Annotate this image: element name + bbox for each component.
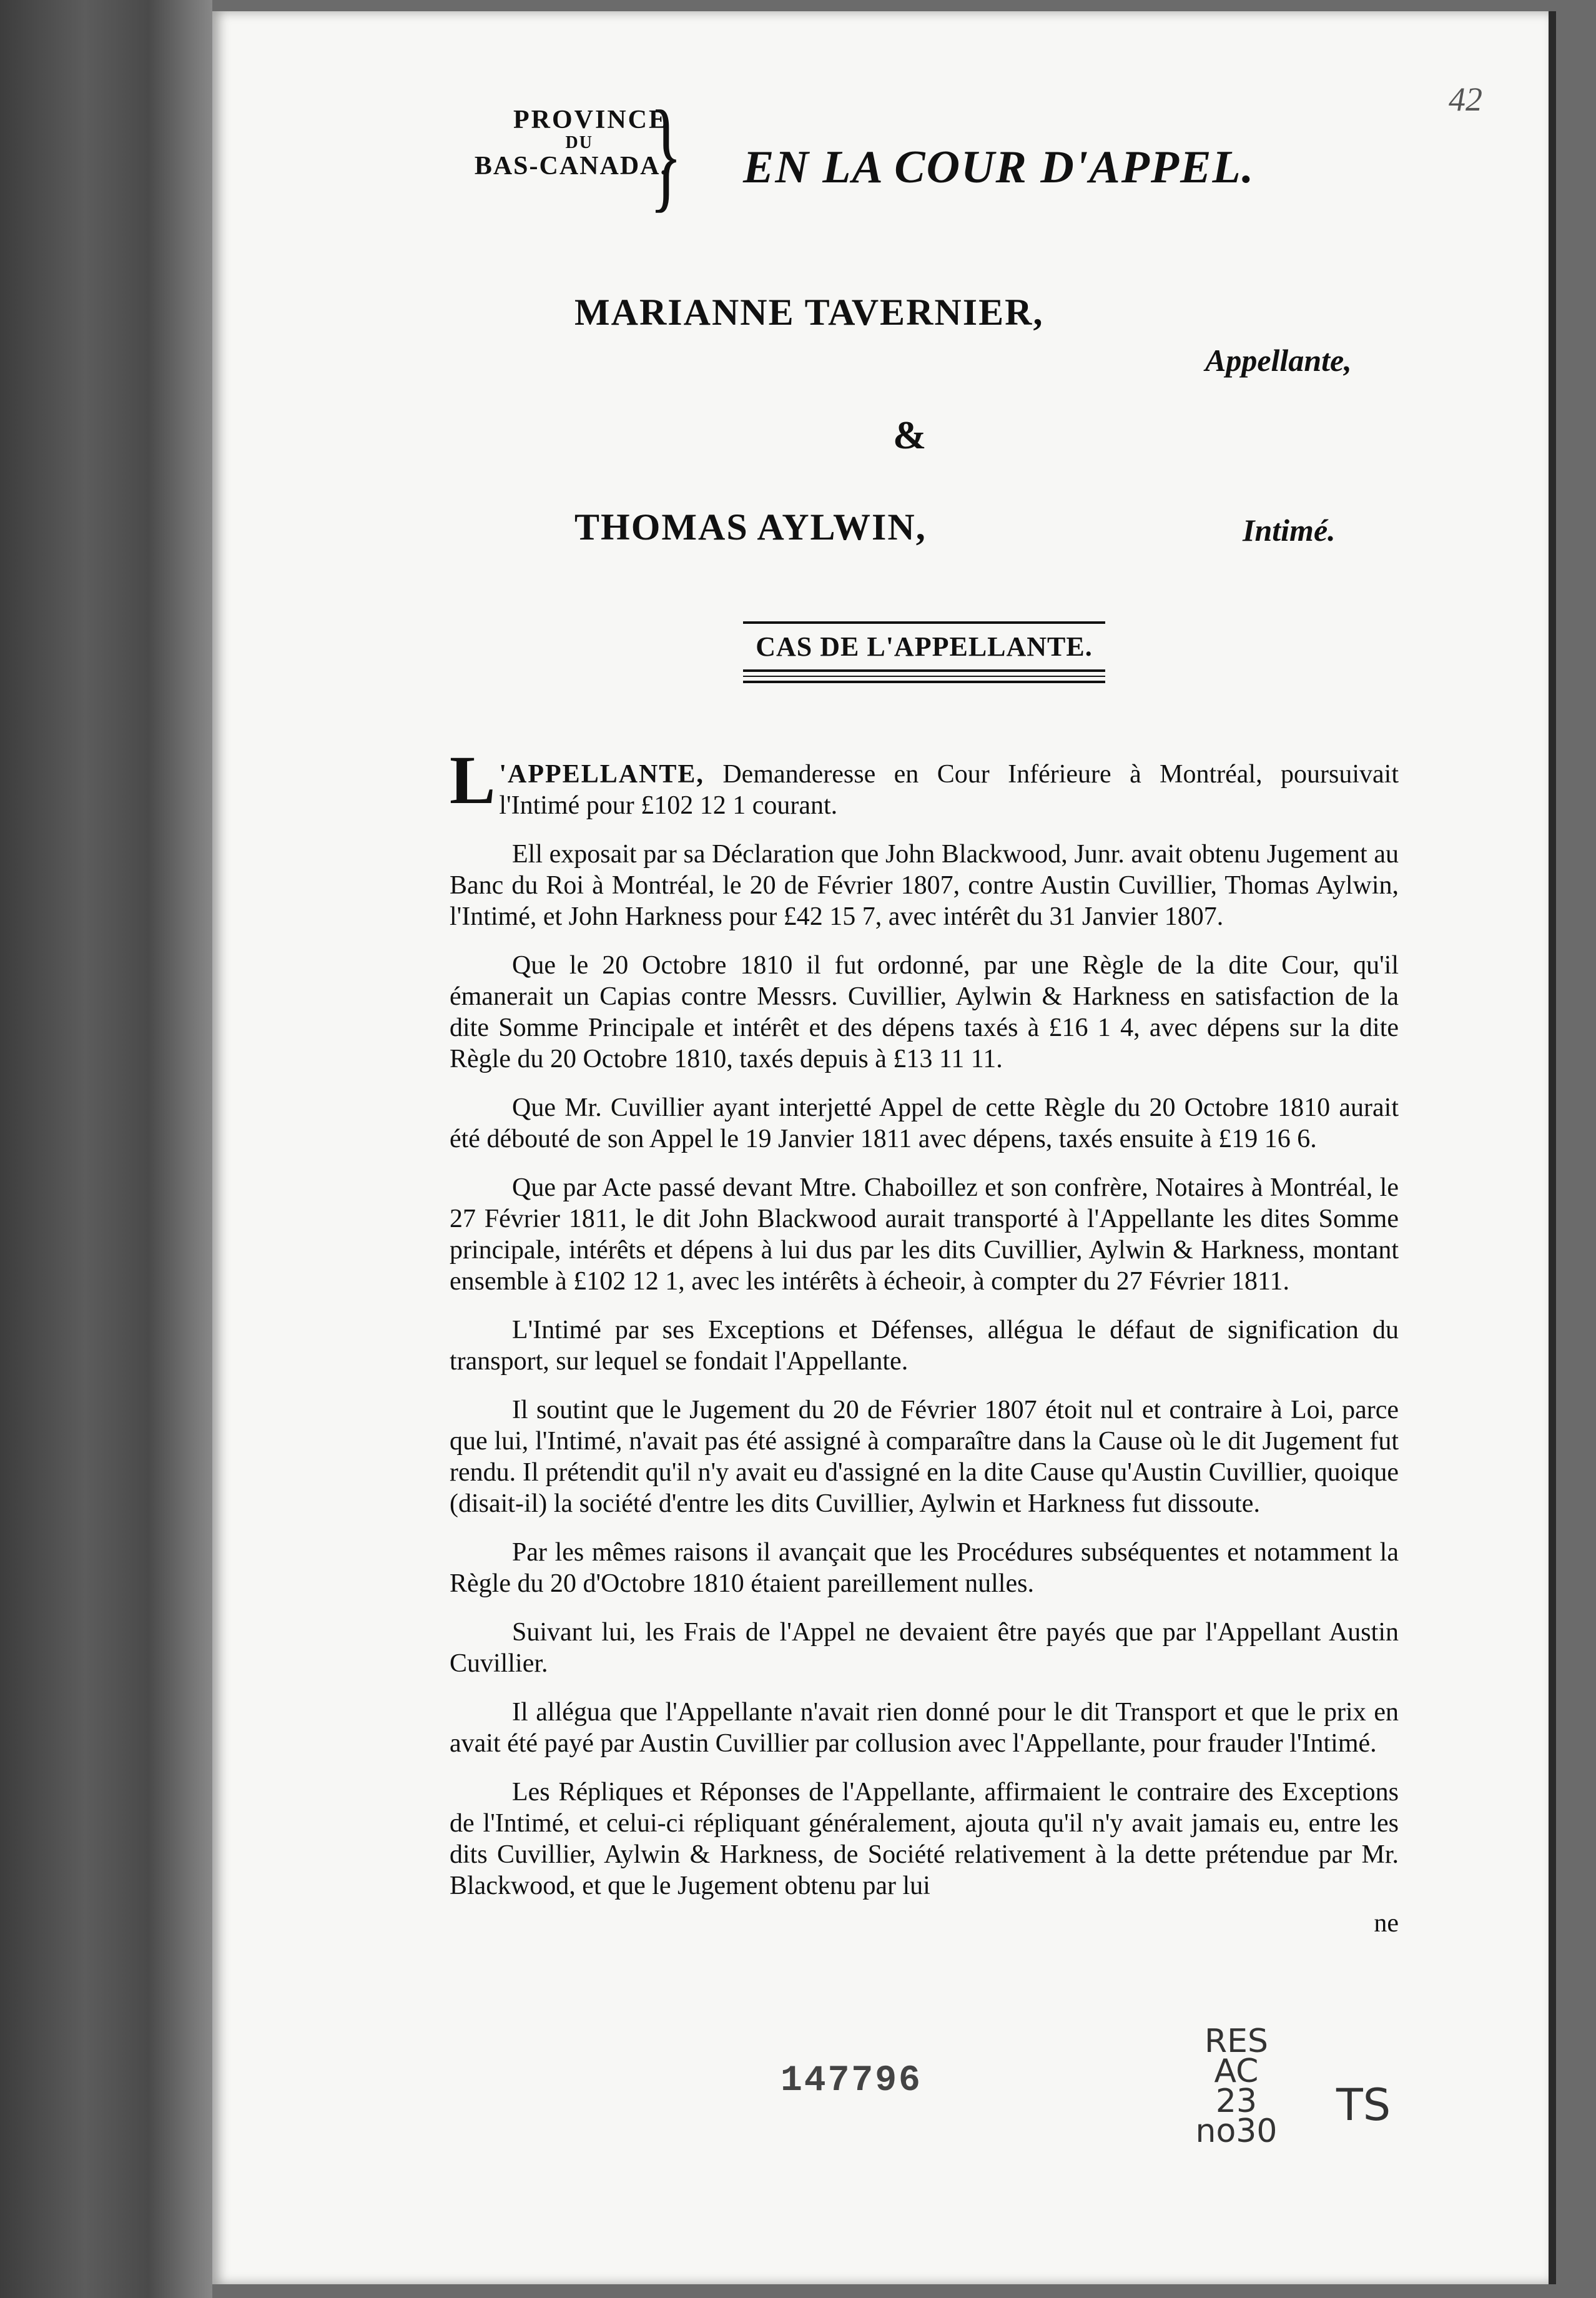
case-heading-rule-top xyxy=(743,621,1105,624)
body-paragraph: L'Intimé par ses Exceptions et Défenses, allégua le défaut de signification du transport, sur lequel se fondait l'Appellante. xyxy=(450,1316,1399,1376)
body-paragraph: Par les mêmes raisons il avançait que les Procédures subséquentes et notamment la Règle du 20 d'Octobre 1810 étaient pareillement nulles. xyxy=(450,1538,1399,1598)
shelfmark-initials: TS xyxy=(1336,2079,1391,2131)
body-paragraph-first xyxy=(450,742,1399,821)
shelfmark-line: 23 xyxy=(1215,2083,1258,2120)
appellant-role: Appellante, xyxy=(1205,343,1352,378)
first-word: 'APPELLANTE, xyxy=(499,760,704,789)
shelfmark-handwritten xyxy=(1193,2023,1280,2150)
body-paragraph: Que Mr. Cuvillier ayant interjetté Appel de cette Règle du 20 Octobre 1810 aurait été débouté de son Appel le 19 Janvier 1811 avec dépens, taxés ensuite à £19 16 6. xyxy=(450,1093,1399,1153)
province-block xyxy=(244,106,668,180)
body-paragraph: Que le 20 Octobre 1810 il fut ordonné, par une Règle de la dite Cour, qu'il émanerait un Capias contre Messrs. Cuvillier, Aylwin & Harkness en satisfaction de la dite Somme Principale et intérêt et des dépens taxés à £16 1 4, avec dépens sur la dite Règle du 20 Octobre 1810, taxés depuis à £13 11 11. xyxy=(450,951,1399,1073)
respondent-name: THOMAS AYLWIN, xyxy=(574,506,927,548)
case-heading-rule-bottom xyxy=(743,676,1105,677)
body-paragraph: Les Répliques et Réponses de l'Appellante, affirmaient le contraire des Exceptions de l'Intimé, et celui-ci répliquant généralement, ajouta qu'il n'y avait jamais eu, entre les dits Cuvillier, Aylwin & Harkness, de Société relativement à la dette prétendue par Mr. Blackwood, et que le Jugement obtenu par lui xyxy=(450,1778,1399,1900)
body-paragraph: Il allégua que l'Appellante n'avait rien donné pour le dit Transport et que le prix en avait été payé par Austin Cuvillier par collusion avec l'Appellante, pour frauder l'Intimé. xyxy=(450,1698,1399,1758)
body-paragraph: Que par Acte passé devant Mtre. Chaboillez et son confrère, Notaires à Montréal, le 27 Février 1811, le dit John Blackwood aurait transporté à l'Appellante les dites Somme principale, intérêts et dépens à lui dus par les dits Cuvillier, Aylwin & Harkness, montant ensemble à £102 12 1, avec les intérêts à écheoir, à compter du 27 Février 1811. xyxy=(450,1173,1399,1296)
folio-number: 42 xyxy=(1449,81,1482,118)
case-heading-rule-bottom xyxy=(743,681,1105,683)
first-paragraph-rest: Demanderesse en Cour Inférieure à Montréal, poursuivait l'Intimé pour £102 12 1 courant. xyxy=(499,760,1399,820)
respondent-role: Intimé. xyxy=(1243,513,1336,548)
shelfmark-line: no30 xyxy=(1195,2113,1278,2150)
body-paragraph: Il soutint que le Jugement du 20 de Février 1807 étoit nul et contraire à Loi, parce que lui, l'Intimé, n'avait pas été assigné à comparaître dans la Cause où le dit Jugement fut rendu. Il prétendit qu'il n'y avait eu d'assigné en la dite Cause qu'Austin Cuvillier, quoique (disait-il) la société d'entre les dits Cuvillier, Aylwin et Harkness fut dissoute. xyxy=(450,1396,1399,1518)
shelfmark-line: RES xyxy=(1204,2023,1268,2060)
court-title: EN LA COUR D'APPEL. xyxy=(743,142,1255,193)
catchword: ne xyxy=(1374,1909,1399,1938)
scan-edge xyxy=(0,0,212,2298)
header-brace: } xyxy=(649,86,682,224)
body-text xyxy=(450,742,1399,1939)
province-label: PROVINCE xyxy=(513,106,668,134)
shelfmark-line: AC xyxy=(1214,2053,1259,2090)
province-region: BAS-CANADA. xyxy=(474,152,668,180)
parties-ampersand: & xyxy=(893,413,927,457)
body-paragraph: Suivant lui, les Frais de l'Appel ne devaient être payés que par l'Appellant Austin Cuvillier. xyxy=(450,1618,1399,1678)
case-heading-rule-bottom xyxy=(743,669,1105,672)
case-heading: CAS DE L'APPELLANTE. xyxy=(756,631,1093,662)
accession-number: 147796 xyxy=(781,2061,922,2101)
appellant-name: MARIANNE TAVERNIER, xyxy=(574,292,1044,333)
body-paragraph: Ell exposait par sa Déclaration que John Blackwood, Junr. avait obtenu Jugement au Banc du Roi à Montréal, le 20 de Février 1807, contre Austin Cuvillier, Thomas Aylwin, l'Intimé, et John Harkness pour £42 15 7, avec intérêt du 31 Janvier 1807. xyxy=(450,840,1399,931)
province-du: DU xyxy=(565,133,593,152)
dropcap: L xyxy=(450,742,496,818)
